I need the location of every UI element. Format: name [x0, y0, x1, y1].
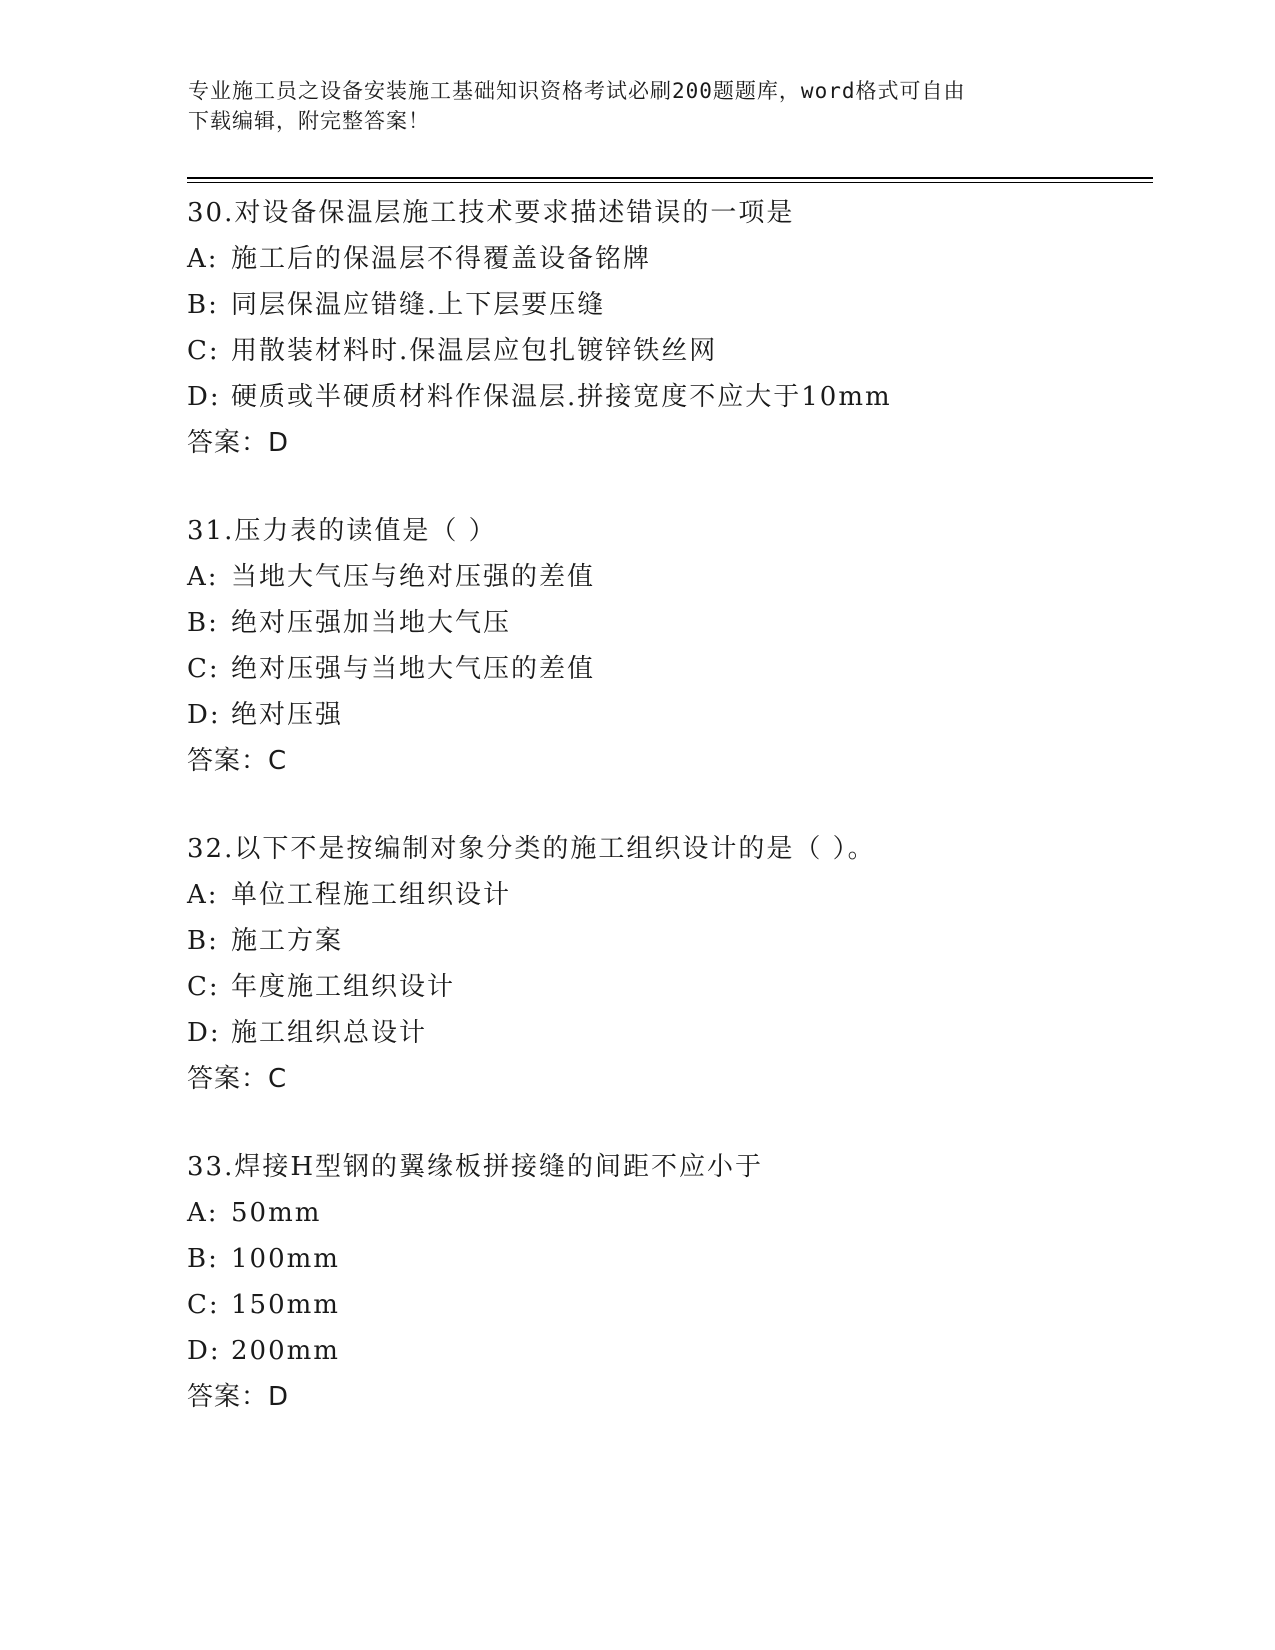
- option-b: [187, 1236, 1147, 1282]
- option-d: [187, 692, 1147, 738]
- question-stem: 32.以下不是按编制对象分类的施工组织设计的是（ ）。: [187, 834, 876, 864]
- question-33: [187, 1144, 1147, 1420]
- option-c: [187, 646, 1147, 692]
- option-key: C:: [187, 972, 220, 1002]
- answer-label: 答案：C: [187, 746, 288, 776]
- option-b: [187, 918, 1147, 964]
- option-d: [187, 1328, 1147, 1374]
- option-text: 施工组织总设计: [231, 1018, 428, 1048]
- option-key: A:: [187, 562, 219, 592]
- option-text: 用散装材料时.保温层应包扎镀锌铁丝网: [231, 336, 718, 366]
- option-c: [187, 328, 1147, 374]
- option-key: A:: [187, 1198, 219, 1228]
- header-line-1: 专业施工员之设备安装施工基础知识资格考试必刷200题题库，word格式可自由: [188, 79, 966, 103]
- document-header: [188, 76, 1068, 136]
- option-text: 施工方案: [231, 926, 344, 956]
- option-text: 单位工程施工组织设计: [231, 880, 512, 910]
- question-30: [187, 190, 1147, 466]
- option-text: 100mm: [231, 1244, 340, 1274]
- question-stem: 30.对设备保温层施工技术要求描述错误的一项是: [187, 198, 795, 228]
- option-text: 年度施工组织设计: [231, 972, 456, 1002]
- option-key: C:: [187, 336, 220, 366]
- option-key: D:: [187, 1018, 221, 1048]
- option-d: [187, 374, 1147, 420]
- option-b: [187, 282, 1147, 328]
- header-line-2: 下载编辑，附完整答案！: [188, 109, 430, 133]
- option-text: 绝对压强加当地大气压: [231, 608, 512, 638]
- option-a: [187, 1190, 1147, 1236]
- option-text: 硬质或半硬质材料作保温层.拼接宽度不应大于10mm: [231, 382, 892, 412]
- question-31: [187, 508, 1147, 784]
- question-32: [187, 826, 1147, 1102]
- option-text: 绝对压强与当地大气压的差值: [231, 654, 596, 684]
- option-key: C:: [187, 654, 220, 684]
- option-a: [187, 236, 1147, 282]
- question-stem: 31.压力表的读值是（ ）: [187, 516, 497, 546]
- option-text: 200mm: [231, 1336, 340, 1366]
- option-key: D:: [187, 700, 221, 730]
- option-key: C:: [187, 1290, 220, 1320]
- option-key: A:: [187, 244, 219, 274]
- answer-label: 答案：D: [187, 428, 290, 458]
- option-text: 施工后的保温层不得覆盖设备铭牌: [231, 244, 652, 274]
- option-c: [187, 1282, 1147, 1328]
- option-text: 同层保温应错缝.上下层要压缝: [231, 290, 606, 320]
- option-key: B:: [187, 926, 219, 956]
- answer-label: 答案：D: [187, 1382, 290, 1412]
- option-a: [187, 554, 1147, 600]
- option-b: [187, 600, 1147, 646]
- option-text: 当地大气压与绝对压强的差值: [231, 562, 596, 592]
- option-key: B:: [187, 290, 219, 320]
- option-key: B:: [187, 1244, 219, 1274]
- option-text: 150mm: [231, 1290, 340, 1320]
- option-a: [187, 872, 1147, 918]
- header-divider-thin: [187, 182, 1153, 183]
- header-divider-thick: [187, 177, 1153, 179]
- option-c: [187, 964, 1147, 1010]
- answer-label: 答案：C: [187, 1064, 288, 1094]
- option-text: 50mm: [231, 1198, 322, 1228]
- question-list: [187, 190, 1147, 1462]
- option-key: D:: [187, 382, 221, 412]
- option-text: 绝对压强: [231, 700, 344, 730]
- option-key: D:: [187, 1336, 221, 1366]
- question-stem: 33.焊接H型钢的翼缘板拼接缝的间距不应小于: [187, 1152, 764, 1182]
- option-key: B:: [187, 608, 219, 638]
- option-d: [187, 1010, 1147, 1056]
- option-key: A:: [187, 880, 219, 910]
